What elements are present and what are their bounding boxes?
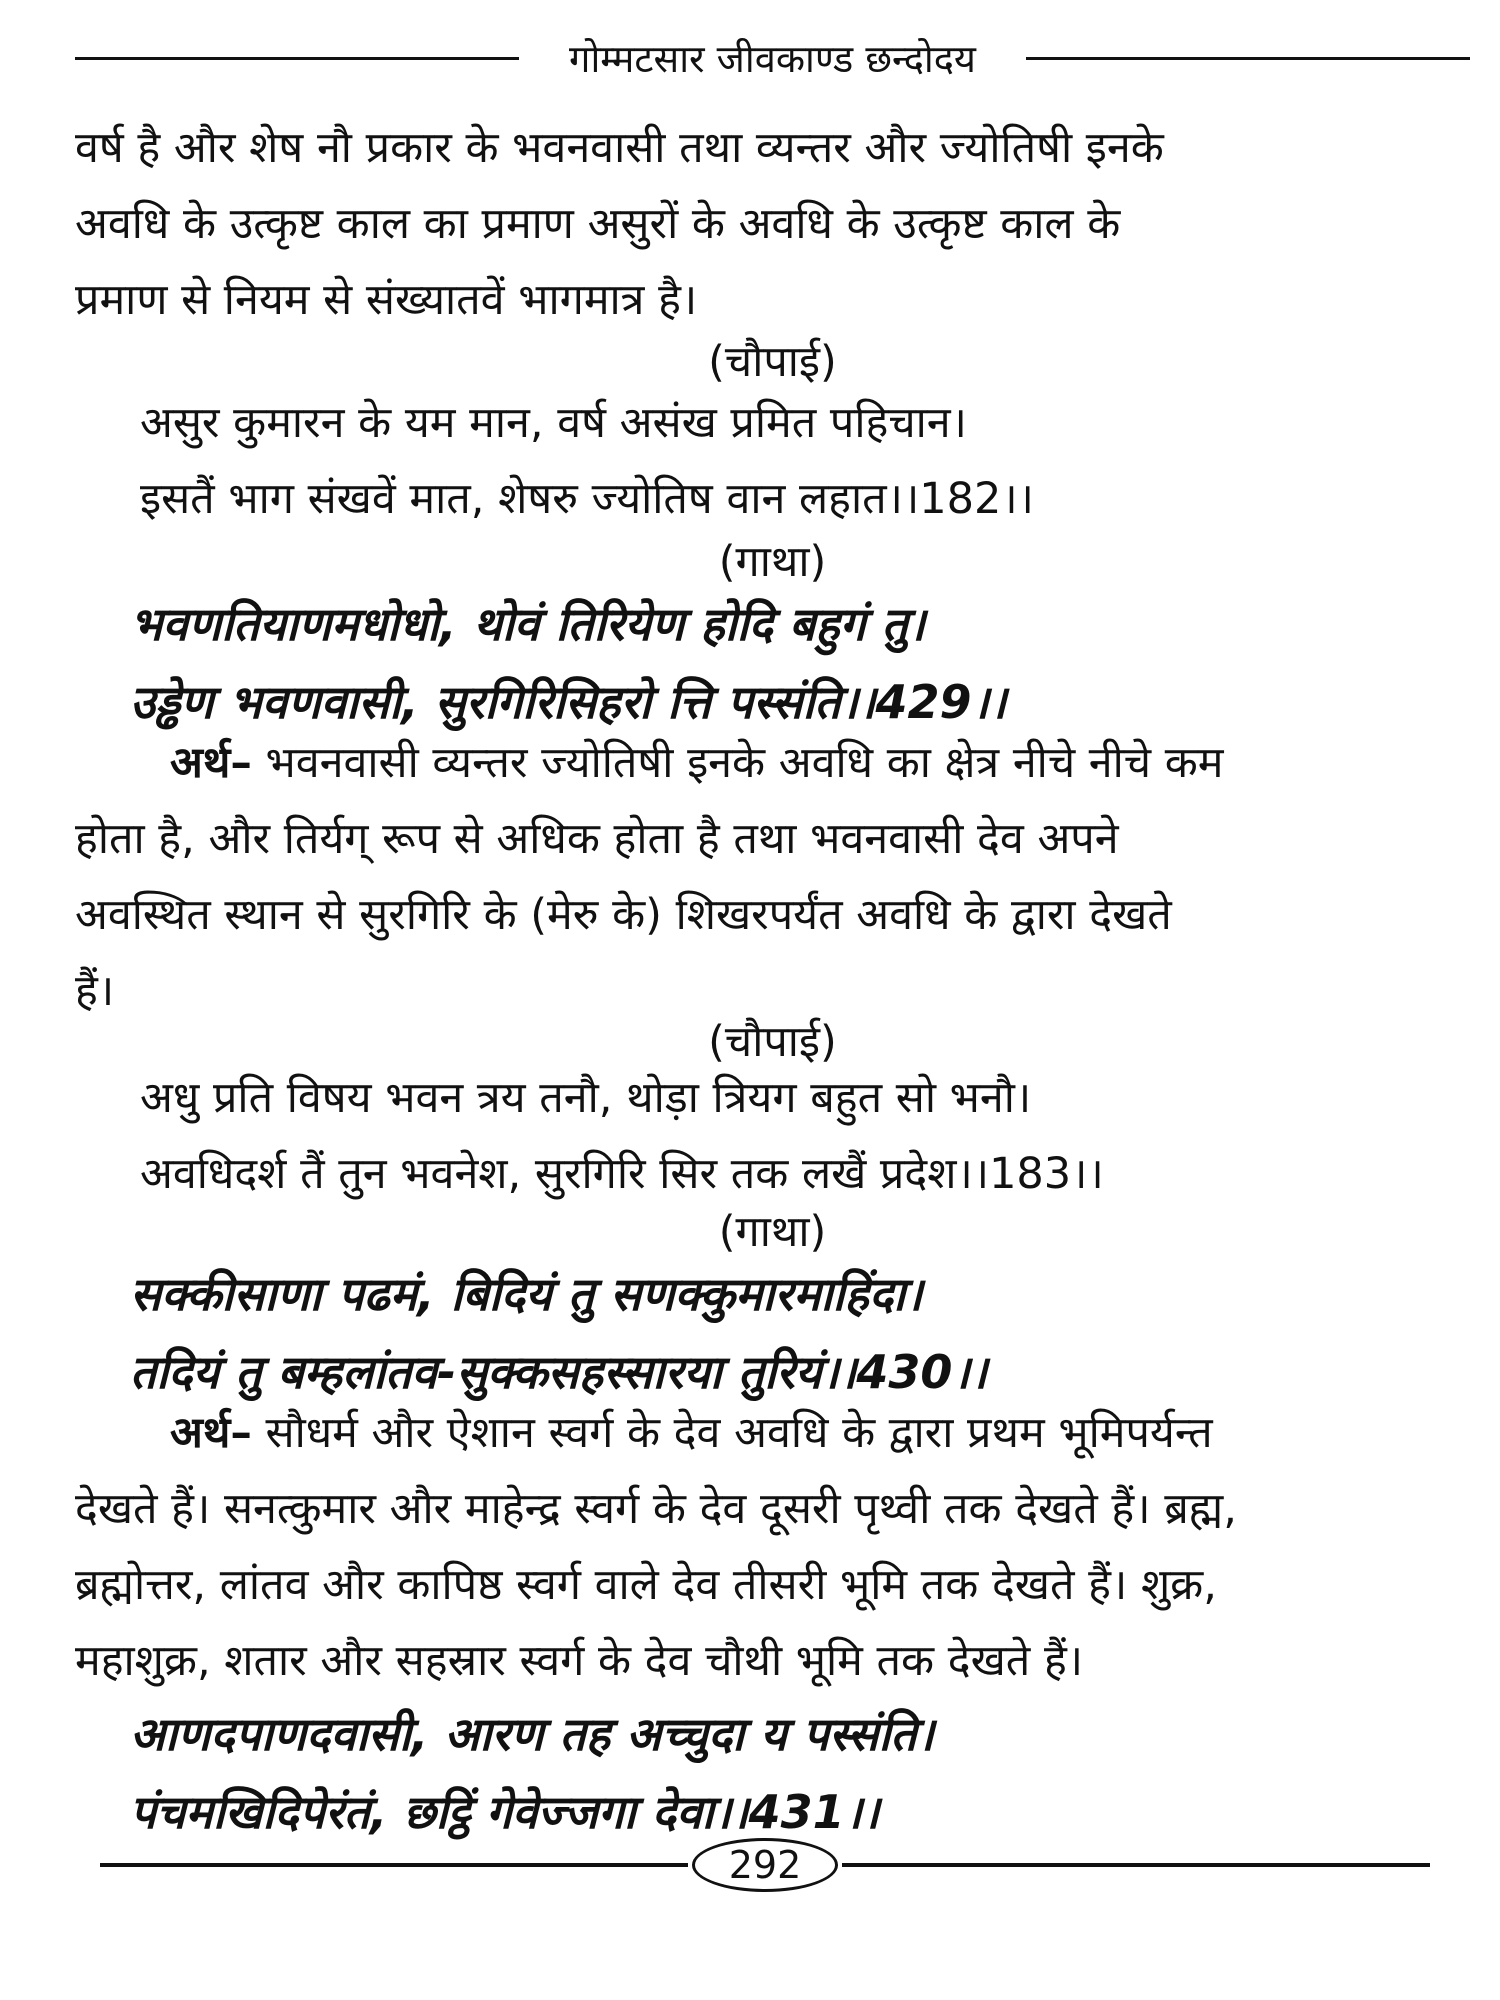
artha-paragraph	[75, 725, 1470, 1029]
artha-label: अर्थ–	[170, 738, 252, 788]
intro-line: वर्ष है और शेष नौ प्रकार के भवनवासी तथा व्यन्तर और ज्योतिषी इनके	[75, 123, 1164, 173]
verse-line: अधु प्रति विषय भवन त्रय तनौ, थोड़ा त्रियग बहुत सो भनौ।	[140, 1073, 1032, 1123]
gatha-verse	[130, 585, 1450, 741]
chaupai-heading: (चौपाई)	[708, 1017, 837, 1067]
intro-paragraph	[75, 110, 1470, 338]
footer-rule-left	[100, 1863, 688, 1867]
artha-line: होता है, और तिर्यग् रूप से अधिक होता है तथा भवनवासी देव अपने	[75, 814, 1119, 864]
chaupai-verse	[140, 385, 1470, 537]
footer-rule-right	[842, 1863, 1430, 1867]
verse-line: अवधिदर्श तैं तुन भवनेश, सुरगिरि सिर तक लखैं प्रदेश।।183।।	[140, 1149, 1104, 1199]
artha-line: देखते हैं। सनत्कुमार और माहेन्द्र स्वर्ग के देव दूसरी पृथ्वी तक देखते हैं। ब्रह्म,	[75, 1484, 1237, 1534]
artha-line: हैं।	[75, 966, 115, 1016]
artha-line: महाशुक्र, शतार और सहस्रार स्वर्ग के देव चौथी भूमि तक देखते हैं।	[75, 1636, 1084, 1686]
gatha-line: भवणतियाणमधोधो, थोवं तिरियेण होदि बहुगं तु।	[130, 597, 926, 651]
gatha-line: पंचमखिदिपेरंतं, छट्ठिं गेवेज्जगा देवा।।431।।	[130, 1785, 880, 1839]
header-rule-right	[1026, 57, 1470, 60]
artha-line: अवस्थित स्थान से सुरगिरि के (मेरु के) शिखरपर्यंत अवधि के द्वारा देखते	[75, 890, 1172, 940]
header-rule-left	[75, 57, 519, 60]
chaupai-verse	[140, 1060, 1470, 1212]
intro-line: अवधि के उत्कृष्ट काल का प्रमाण असुरों के अवधि के उत्कृष्ट काल के	[75, 199, 1121, 249]
chaupai-heading: (चौपाई)	[708, 337, 837, 387]
page-title: गोम्मटसार जीवकाण्ड छन्दोदय	[569, 37, 976, 81]
verse-line: असुर कुमारन के यम मान, वर्ष असंख प्रमित पहिचान।	[140, 398, 967, 448]
gatha-line: आणदपाणदवासी, आरण तह अच्चुदा य पस्संति।	[130, 1707, 935, 1761]
gatha-line: तदियं तु बम्हलांतव-सुक्कसहस्सारया तुरियं।।430।।	[130, 1345, 988, 1399]
artha-text: सौधर्म और ऐशान स्वर्ग के देव अवधि के द्वारा प्रथम भूमिपर्यन्त	[251, 1408, 1213, 1458]
artha-text: भवनवासी व्यन्तर ज्योतिषी इनके अवधि का क्षेत्र नीचे नीचे कम	[251, 738, 1224, 788]
page-header	[75, 28, 1470, 88]
page-footer	[100, 1835, 1430, 1895]
artha-paragraph	[75, 1395, 1470, 1699]
gatha-line: सक्कीसाणा पढमं, बिदियं तु सणक्कुमारमाहिंदा।	[130, 1267, 923, 1321]
intro-line: प्रमाण से नियम से संख्यातवें भागमात्र है।	[75, 275, 698, 325]
artha-line: ब्रह्मोत्तर, लांतव और कापिष्ठ स्वर्ग वाले देव तीसरी भूमि तक देखते हैं। शुक्र,	[75, 1560, 1217, 1610]
gatha-heading: (गाथा)	[718, 1207, 827, 1257]
verse-line: इसतैं भाग संखवें मात, शेषरु ज्योतिष वान लहात।।182।।	[140, 474, 1034, 524]
gatha-heading: (गाथा)	[718, 537, 827, 587]
gatha-line: उड्ढेण भवणवासी, सुरगिरिसिहरो त्ति पस्संति।।429।।	[130, 675, 1007, 729]
gatha-verse	[130, 1255, 1450, 1411]
page-number: 292	[692, 1838, 839, 1892]
artha-label: अर्थ–	[170, 1408, 252, 1458]
gatha-verse	[130, 1695, 1450, 1851]
